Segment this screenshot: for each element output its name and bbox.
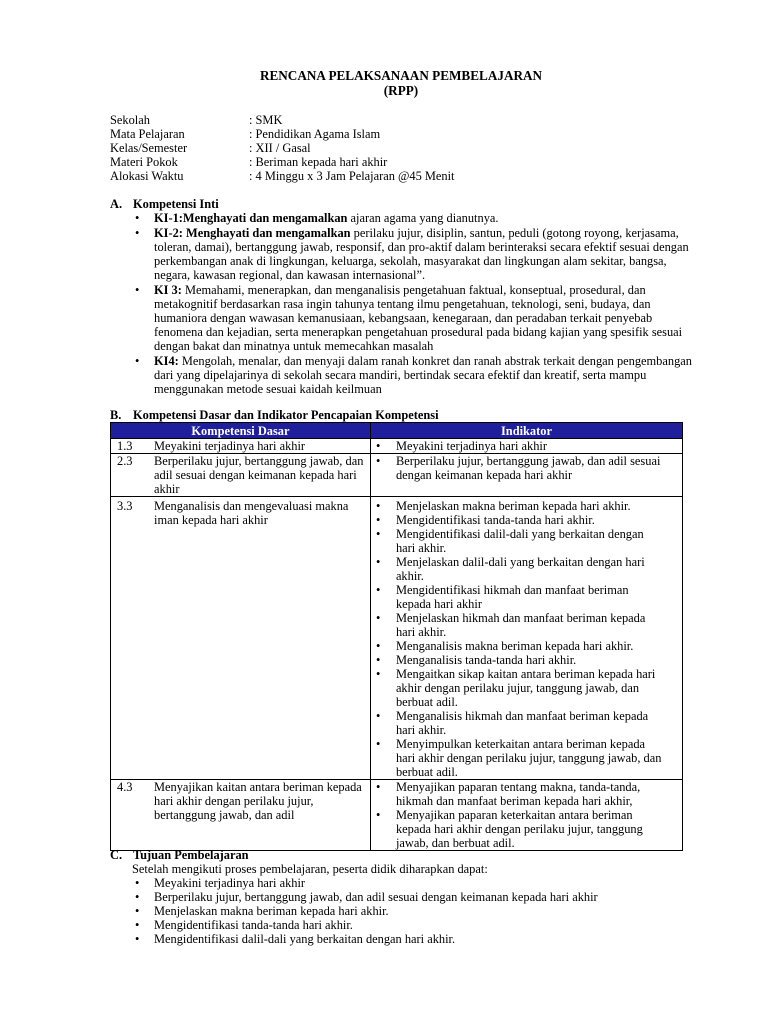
section-b-heading <box>110 408 439 422</box>
list-item: • Berperilaku jujur, bertanggung jawab, dan adil sesuai dengan keimanan kepada hari akhir <box>132 890 692 904</box>
indikator-cell <box>370 454 682 497</box>
indikator-item: • Menyajikan paparan keterkaitan antara beriman kepada hari akhir dengan perilaku jujur, tanggung jawab, dan berbuat adil. <box>371 808 666 850</box>
list-item: • Mengidentifikasi dalil-dali yang berkaitan dengan hari akhir. <box>132 932 692 946</box>
section-title: Kompetensi Inti <box>133 197 219 211</box>
section-a-heading <box>110 197 219 211</box>
table-header-indikator: Indikator <box>370 423 682 439</box>
indikator-item: • Menganalisis hikmah dan manfaat beriman kepada hari akhir. <box>371 709 666 737</box>
list-item <box>132 354 694 396</box>
ki-text: Mengolah, menalar, dan menyaji dalam ranah konkret dan ranah abstrak terkait dengan pengembangan dari yang dipelajarinya di sekolah secara mandiri, bertindak secara efektif dan kreatif, serta mampu menggunakan metode sesuai kaidah keilmuan <box>154 354 692 396</box>
identity-row <box>110 141 455 155</box>
kd-number: 1.3 <box>117 439 133 453</box>
tujuan-intro: Setelah mengikuti proses pembelajaran, peserta didik diharapkan dapat: <box>132 862 488 876</box>
section-number: B. <box>110 408 122 422</box>
kd-indikator-table <box>110 422 683 851</box>
indikator-item: • Menyimpulkan keterkaitan antara beriman kepada hari akhir dengan perilaku jujur, tanggung jawab, dan berbuat adil. <box>371 737 666 779</box>
identity-row <box>110 113 455 127</box>
indikator-item: • Meyakini terjadinya hari akhir <box>371 439 666 453</box>
identity-label: Materi Pokok <box>110 155 178 169</box>
table-row <box>111 780 683 851</box>
table-header-kompetensi-dasar: Kompetensi Dasar <box>111 423 371 439</box>
kd-text: Berperilaku jujur, bertanggung jawab, dan adil sesuai dengan keimanan kepada hari akhir <box>154 454 364 496</box>
kompetensi-inti-list <box>132 211 694 397</box>
indikator-item: • Mengaitkan sikap kaitan antara beriman kepada hari akhir dengan perilaku jujur, tanggung jawab, dan berbuat adil. <box>371 667 666 709</box>
indikator-cell <box>370 439 682 454</box>
identity-row <box>110 169 455 183</box>
identity-value: : Beriman kepada hari akhir <box>249 155 388 169</box>
indikator-item: • Menjelaskan dalil-dali yang berkaitan dengan hari akhir. <box>371 555 666 583</box>
indikator-item: • Berperilaku jujur, bertanggung jawab, dan adil sesuai dengan keimanan kepada hari akhir <box>371 454 666 482</box>
list-item: • Menjelaskan makna beriman kepada hari akhir. <box>132 904 692 918</box>
identity-value: : SMK <box>249 113 283 127</box>
tujuan-list <box>132 876 692 946</box>
kd-text: Menyajikan kaitan antara beriman kepada hari akhir dengan perilaku jujur, bertanggung jawab, dan adil <box>154 780 362 822</box>
table-row <box>111 497 683 780</box>
section-title: Kompetensi Dasar dan Indikator Pencapaian Kompetensi <box>133 408 439 422</box>
kd-cell <box>111 439 371 454</box>
ki-text: perilaku jujur, disiplin, santun, peduli (gotong royong, kerjasama, toleran, damai), bertanggung jawab, responsif, dan pro-aktif dalam berinteraksi secara efektif sesuai dengan perkembangan anak di lingkungan, keluarga, sekolah, masyarakat dan lingkungan alam sekitar, bangsa, negara, kawasan regional, dan kawasan internasional”. <box>154 226 689 282</box>
list-item: • Mengidentifikasi tanda-tanda hari akhir. <box>132 918 692 932</box>
identity-table <box>110 113 455 183</box>
kd-text: Menganalisis dan mengevaluasi makna iman kepada hari akhir <box>154 499 349 527</box>
indikator-item: • Mengidentifikasi hikmah dan manfaat beriman kepada hari akhir <box>371 583 666 611</box>
identity-label: Alokasi Waktu <box>110 169 184 183</box>
identity-label: Sekolah <box>110 113 150 127</box>
kd-cell <box>111 454 371 497</box>
table-row <box>111 454 683 497</box>
identity-value: : XII / Gasal <box>249 141 311 155</box>
identity-label: Mata Pelajaran <box>110 127 185 141</box>
section-c-heading <box>110 848 249 862</box>
indikator-item: • Menganalisis makna beriman kepada hari akhir. <box>371 639 666 653</box>
indikator-item: • Menjelaskan makna beriman kepada hari akhir. <box>371 499 666 513</box>
ki-label: KI-2: Menghayati dan mengamalkan <box>154 226 351 240</box>
ki-text: Memahami, menerapkan, dan menganalisis pengetahuan faktual, konseptual, prosedural, dan metakognitif berdasarkan rasa ingin tahunya tentang ilmu pengetahuan, teknologi, seni, budaya, dan humaniora dengan wawasan kemanusiaan, kebangsaan, kenegaraan, dan peradaban terkait penyebab fenomena dan kejadian, serta menerapkan pengetahuan prosedural pada bidang kajian yang spesifik sesuai dengan bakat dan minatnya untuk memecahkan masalah <box>154 283 683 353</box>
kd-number: 3.3 <box>117 499 133 513</box>
indikator-cell <box>370 780 682 851</box>
kd-cell <box>111 497 371 780</box>
kd-number: 4.3 <box>117 780 133 794</box>
indikator-item: • Mengidentifikasi dalil-dali yang berkaitan dengan hari akhir. <box>371 527 666 555</box>
identity-value: : 4 Minggu x 3 Jam Pelajaran @45 Menit <box>249 169 455 183</box>
list-item <box>132 226 694 282</box>
section-title: Tujuan Pembelajaran <box>133 848 249 862</box>
indikator-cell <box>370 497 682 780</box>
ki-label: KI-1:Menghayati dan mengamalkan <box>154 211 348 225</box>
ki-label: KI 3: <box>154 283 182 297</box>
kd-number: 2.3 <box>117 454 133 468</box>
kd-cell <box>111 780 371 851</box>
ki-text: ajaran agama yang dianutnya. <box>347 211 499 225</box>
identity-row <box>110 127 455 141</box>
section-number: A. <box>110 197 123 211</box>
table-row <box>111 439 683 454</box>
list-item <box>132 283 694 353</box>
list-item: • Meyakini terjadinya hari akhir <box>132 876 692 890</box>
document-title: RENCANA PELAKSANAAN PEMBELAJARAN <box>259 68 543 83</box>
indikator-item: • Menjelaskan hikmah dan manfaat beriman kepada hari akhir. <box>371 611 666 639</box>
document-subtitle: (RPP) <box>383 83 419 98</box>
ki-label: KI4: <box>154 354 179 368</box>
indikator-item: • Menyajikan paparan tentang makna, tanda-tanda, hikmah dan manfaat beriman kepada hari akhir, <box>371 780 666 808</box>
identity-label: Kelas/Semester <box>110 141 188 155</box>
kd-text: Meyakini terjadinya hari akhir <box>154 439 306 453</box>
list-item <box>132 211 694 225</box>
table-header-row <box>111 423 683 439</box>
indikator-item: • Mengidentifikasi tanda-tanda hari akhir. <box>371 513 666 527</box>
indikator-item: • Menganalisis tanda-tanda hari akhir. <box>371 653 666 667</box>
section-number: C. <box>110 848 123 862</box>
identity-row <box>110 155 455 169</box>
identity-value: : Pendidikan Agama Islam <box>249 127 381 141</box>
